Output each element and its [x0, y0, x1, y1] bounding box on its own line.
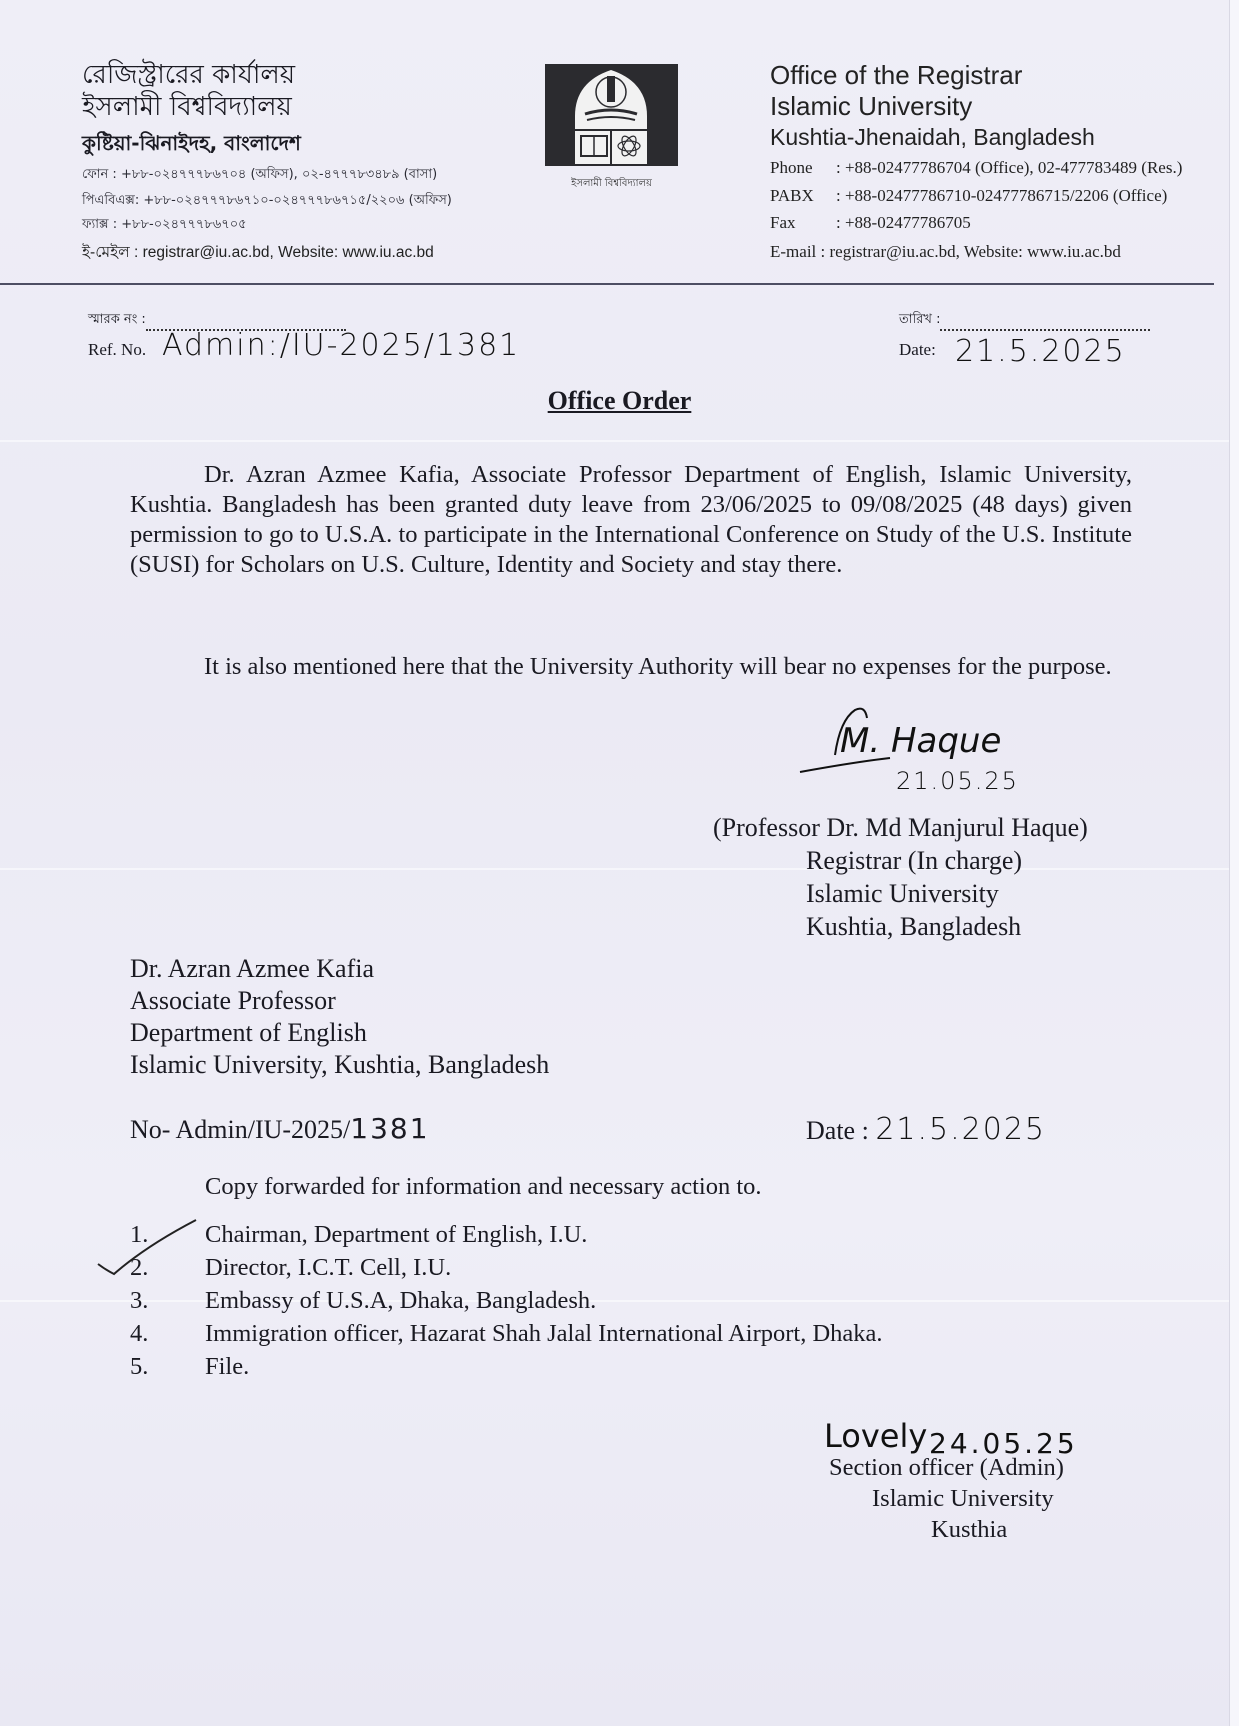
university-title: Islamic University	[770, 91, 973, 121]
page-edge	[1229, 0, 1239, 1726]
fax-bn: ফ্যাক্স : +৮৮-০২৪৭৭৭৮৬৭০৫	[82, 217, 247, 232]
university-emblem-icon	[545, 64, 678, 166]
list-item	[130, 1350, 883, 1383]
university-logo	[545, 64, 678, 166]
list-item	[130, 1284, 883, 1317]
memo-number-value: 1381	[350, 1112, 430, 1145]
location: Kushtia-Jhenaidah, Bangladesh	[770, 124, 1095, 150]
memo-number-label: No- Admin/IU-2025/	[130, 1115, 351, 1144]
addressee-department: Department of English	[130, 1018, 367, 1047]
paper-fold	[0, 440, 1230, 442]
list-text: Director, I.C.T. Cell, I.U.	[205, 1254, 452, 1281]
date-value: 21.5.2025	[955, 334, 1126, 369]
signatory-location: Kushtia, Bangladesh	[806, 912, 1022, 941]
dotted-line	[940, 329, 1150, 331]
memo-date-label: Date :	[806, 1116, 869, 1145]
fax-line	[770, 213, 971, 233]
memo-number	[130, 1112, 430, 1145]
phone-value: : +88-02477786704 (Office), 02-477783489 (Res.)	[836, 158, 1183, 177]
list-number: 4.	[130, 1320, 149, 1347]
ref-number: Admin:/IU-2025/1381	[162, 328, 521, 363]
addressee-block	[130, 953, 549, 1081]
list-text: Immigration officer, Hazarat Shah Jalal International Airport, Dhaka.	[205, 1320, 883, 1347]
list-number: 3.	[130, 1287, 149, 1314]
signature-text: M. Haque	[840, 721, 1002, 761]
date-label-bn-text: তারিখ :	[899, 312, 941, 327]
phone-bn: ফোন : +৮৮-০২৪৭৭৭৮৬৭০৪ (অফিস), ০২-৪৭৭৭৮৩৪৮৯ (বাসা)	[82, 167, 438, 182]
addressee-name: Dr. Azran Azmee Kafia	[130, 954, 375, 983]
signatory-designation: Registrar (In charge)	[806, 846, 1023, 875]
email-bn: ই-মেইল : registrar@iu.ac.bd, Website: www.iu.ac.bd	[82, 244, 434, 261]
office-title-bn: রেজিস্ট্রারের কার্যালয়	[82, 60, 296, 90]
date-label: Date:	[899, 340, 936, 359]
memo-date-value: 21.5.2025	[875, 1112, 1046, 1147]
list-item	[130, 1251, 883, 1284]
fax-value: : +88-02477786705	[836, 213, 971, 232]
copy-intro: Copy forwarded for information and necessary action to.	[205, 1173, 762, 1200]
phone-line	[770, 158, 1182, 178]
body-paragraph-2: It is also mentioned here that the University Authority will bear no expenses for the purpose.	[204, 653, 1112, 680]
list-text: File.	[205, 1353, 250, 1380]
list-text: Chairman, Department of English, I.U.	[205, 1221, 588, 1248]
section-officer-signature-date: 24.05.25	[929, 1427, 1078, 1460]
signatory-name: (Professor Dr. Md Manjurul Haque)	[713, 813, 1088, 842]
section-officer-signature-text: Lovely	[824, 1417, 928, 1455]
pabx-value: : +88-02477786710-02477786715/2206 (Office)	[836, 186, 1168, 205]
logo-caption: ইসলামী বিশ্ববিদ্যালয়	[571, 178, 652, 189]
ref-label-bn-text: স্মারক নং :	[88, 312, 146, 327]
document-title: Office Order	[547, 386, 692, 415]
list-text: Embassy of U.S.A, Dhaka, Bangladesh.	[205, 1287, 597, 1314]
checkmark-icon	[96, 1218, 206, 1278]
location-bn: কুষ্টিয়া-ঝিনাইদহ, বাংলাদেশ	[82, 131, 301, 155]
list-number: 1.	[130, 1221, 149, 1248]
signatory-institution: Islamic University	[806, 879, 999, 908]
section-officer-institution: Islamic University	[872, 1485, 1054, 1512]
list-item	[130, 1317, 883, 1350]
email-line: E-mail : registrar@iu.ac.bd, Website: www.iu.ac.bd	[770, 242, 1121, 261]
pabx-line	[770, 186, 1167, 206]
office-title: Office of the Registrar	[770, 60, 1023, 90]
paper-fold	[0, 868, 1230, 870]
ref-label: Ref. No.	[88, 340, 147, 359]
pabx-label: PABX	[770, 186, 814, 205]
addressee-designation: Associate Professor	[130, 986, 336, 1015]
signature-date: 21.05.25	[896, 767, 1019, 795]
list-number: 5.	[130, 1353, 149, 1380]
body-paragraph-1: Dr. Azran Azmee Kafia, Associate Professor Department of English, Islamic University, Kushtia. Bangladesh has been granted duty leave from 23/06/2025 to 09/08/2025 (48 days) given permission to go to U.S.A. to participate in the International Conference on Study of the U.S. Institute (SUSI) for Scholars on U.S. Culture, Identity and Society and stay there.	[130, 461, 1132, 578]
phone-label: Phone	[770, 158, 813, 177]
list-item	[130, 1218, 883, 1251]
copy-list	[130, 1218, 883, 1383]
pabx-bn: পিএবিএক্স: +৮৮-০২৪৭৭৭৮৬৭১০-০২৪৭৭৭৮৬৭১৫/২২০৬ (অফিস)	[82, 193, 452, 208]
date-label-bn	[899, 310, 1150, 331]
list-number: 2.	[130, 1254, 149, 1281]
section-officer-designation: Section officer (Admin)	[829, 1454, 1064, 1481]
section-officer-location: Kusthia	[931, 1516, 1008, 1543]
memo-date	[806, 1112, 1046, 1147]
fax-label: Fax	[770, 213, 796, 232]
addressee-institution: Islamic University, Kushtia, Bangladesh	[130, 1050, 550, 1079]
header-divider	[0, 283, 1214, 285]
university-title-bn: ইসলামী বিশ্ববিদ্যালয়	[82, 92, 292, 122]
